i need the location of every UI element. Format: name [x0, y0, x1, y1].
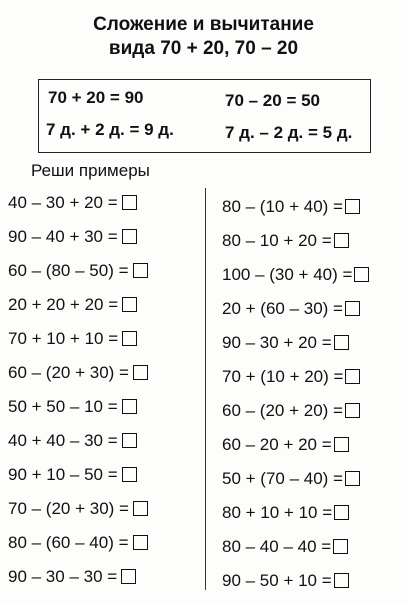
exercise-item	[8, 396, 148, 430]
exercise-item	[222, 332, 369, 366]
answer-box[interactable]	[122, 297, 137, 312]
answer-box[interactable]	[345, 369, 360, 384]
exercise-item	[222, 468, 369, 502]
expression: 20 + 20 + 20 =	[8, 295, 119, 314]
answer-box[interactable]	[334, 505, 349, 520]
expression: 90 – 30 – 30 =	[8, 567, 118, 586]
answer-box[interactable]	[345, 199, 360, 214]
answer-box[interactable]	[122, 331, 137, 346]
answer-box[interactable]	[133, 501, 148, 516]
answer-box[interactable]	[354, 267, 369, 282]
expression: 20 + (60 – 30) =	[222, 299, 343, 318]
page-subtitle: вида 70 + 20, 70 – 20	[108, 38, 299, 59]
expression: 90 + 10 – 50 =	[8, 465, 118, 484]
answer-box[interactable]	[334, 437, 349, 452]
answer-box[interactable]	[122, 195, 137, 210]
expression: 80 – 40 – 40 =	[222, 537, 332, 556]
answer-box[interactable]	[345, 301, 360, 316]
exercise-column-left	[8, 192, 148, 600]
expression: 50 + (70 – 40) =	[222, 469, 343, 488]
expression: 60 – 20 + 20 =	[222, 435, 332, 454]
rule-box	[38, 79, 371, 153]
rule-subtraction: 70 – 20 = 50	[225, 91, 321, 110]
exercise-item	[8, 566, 148, 600]
answer-box[interactable]	[133, 535, 148, 550]
expression: 80 – (60 – 40) =	[8, 533, 129, 552]
exercise-item	[8, 498, 148, 532]
answer-box[interactable]	[121, 569, 136, 584]
column-divider	[205, 188, 206, 590]
exercise-item	[8, 294, 148, 328]
exercise-item	[222, 366, 369, 400]
answer-box[interactable]	[345, 471, 360, 486]
exercise-item	[8, 328, 148, 362]
exercise-item	[222, 570, 369, 604]
exercise-column-right	[222, 196, 369, 604]
exercise-item	[8, 362, 148, 396]
answer-box[interactable]	[334, 233, 349, 248]
exercise-item	[8, 226, 148, 260]
exercise-item	[8, 430, 148, 464]
exercise-item	[222, 230, 369, 264]
expression: 60 – (20 + 30) =	[8, 363, 129, 382]
expression: 60 – (20 + 20) =	[222, 401, 343, 420]
exercise-item	[222, 264, 369, 298]
expression: 90 – 50 + 10 =	[222, 571, 332, 590]
answer-box[interactable]	[133, 365, 148, 380]
rule-subtraction-tens: 7 д. – 2 д. = 5 д.	[225, 123, 353, 142]
exercise-item	[222, 400, 369, 434]
page-title: Сложение и вычитание	[93, 14, 314, 35]
exercise-item	[8, 464, 148, 498]
expression: 90 – 40 + 30 =	[8, 227, 118, 246]
expression: 80 + 10 + 10 =	[222, 503, 333, 522]
answer-box[interactable]	[133, 263, 148, 278]
answer-box[interactable]	[334, 573, 349, 588]
answer-box[interactable]	[334, 335, 349, 350]
answer-box[interactable]	[345, 403, 360, 418]
exercise-item	[222, 502, 369, 536]
exercise-item	[222, 196, 369, 230]
expression: 40 + 40 – 30 =	[8, 431, 118, 450]
exercise-item	[222, 298, 369, 332]
exercise-item	[222, 536, 369, 570]
expression: 80 – (10 + 40) =	[222, 197, 343, 216]
expression: 50 + 50 – 10 =	[8, 397, 118, 416]
expression: 80 – 10 + 20 =	[222, 231, 332, 250]
instruction: Реши примеры	[31, 161, 150, 180]
expression: 100 – (30 + 40) =	[222, 265, 353, 284]
exercise-item	[8, 192, 148, 226]
exercise-item	[8, 532, 148, 566]
answer-box[interactable]	[122, 399, 137, 414]
expression: 90 – 30 + 20 =	[222, 333, 332, 352]
expression: 70 + 10 + 10 =	[8, 329, 119, 348]
answer-box[interactable]	[333, 539, 348, 554]
expression: 70 – (20 + 30) =	[8, 499, 129, 518]
expression: 70 + (10 + 20) =	[222, 367, 344, 386]
expression: 60 – (80 – 50) =	[8, 261, 129, 280]
answer-box[interactable]	[122, 467, 137, 482]
rule-addition: 70 + 20 = 90	[48, 88, 144, 107]
expression: 40 – 30 + 20 =	[8, 193, 118, 212]
exercise-item	[8, 260, 148, 294]
answer-box[interactable]	[122, 229, 137, 244]
exercise-item	[222, 434, 369, 468]
rule-addition-tens: 7 д. + 2 д. = 9 д.	[46, 120, 174, 139]
answer-box[interactable]	[122, 433, 137, 448]
